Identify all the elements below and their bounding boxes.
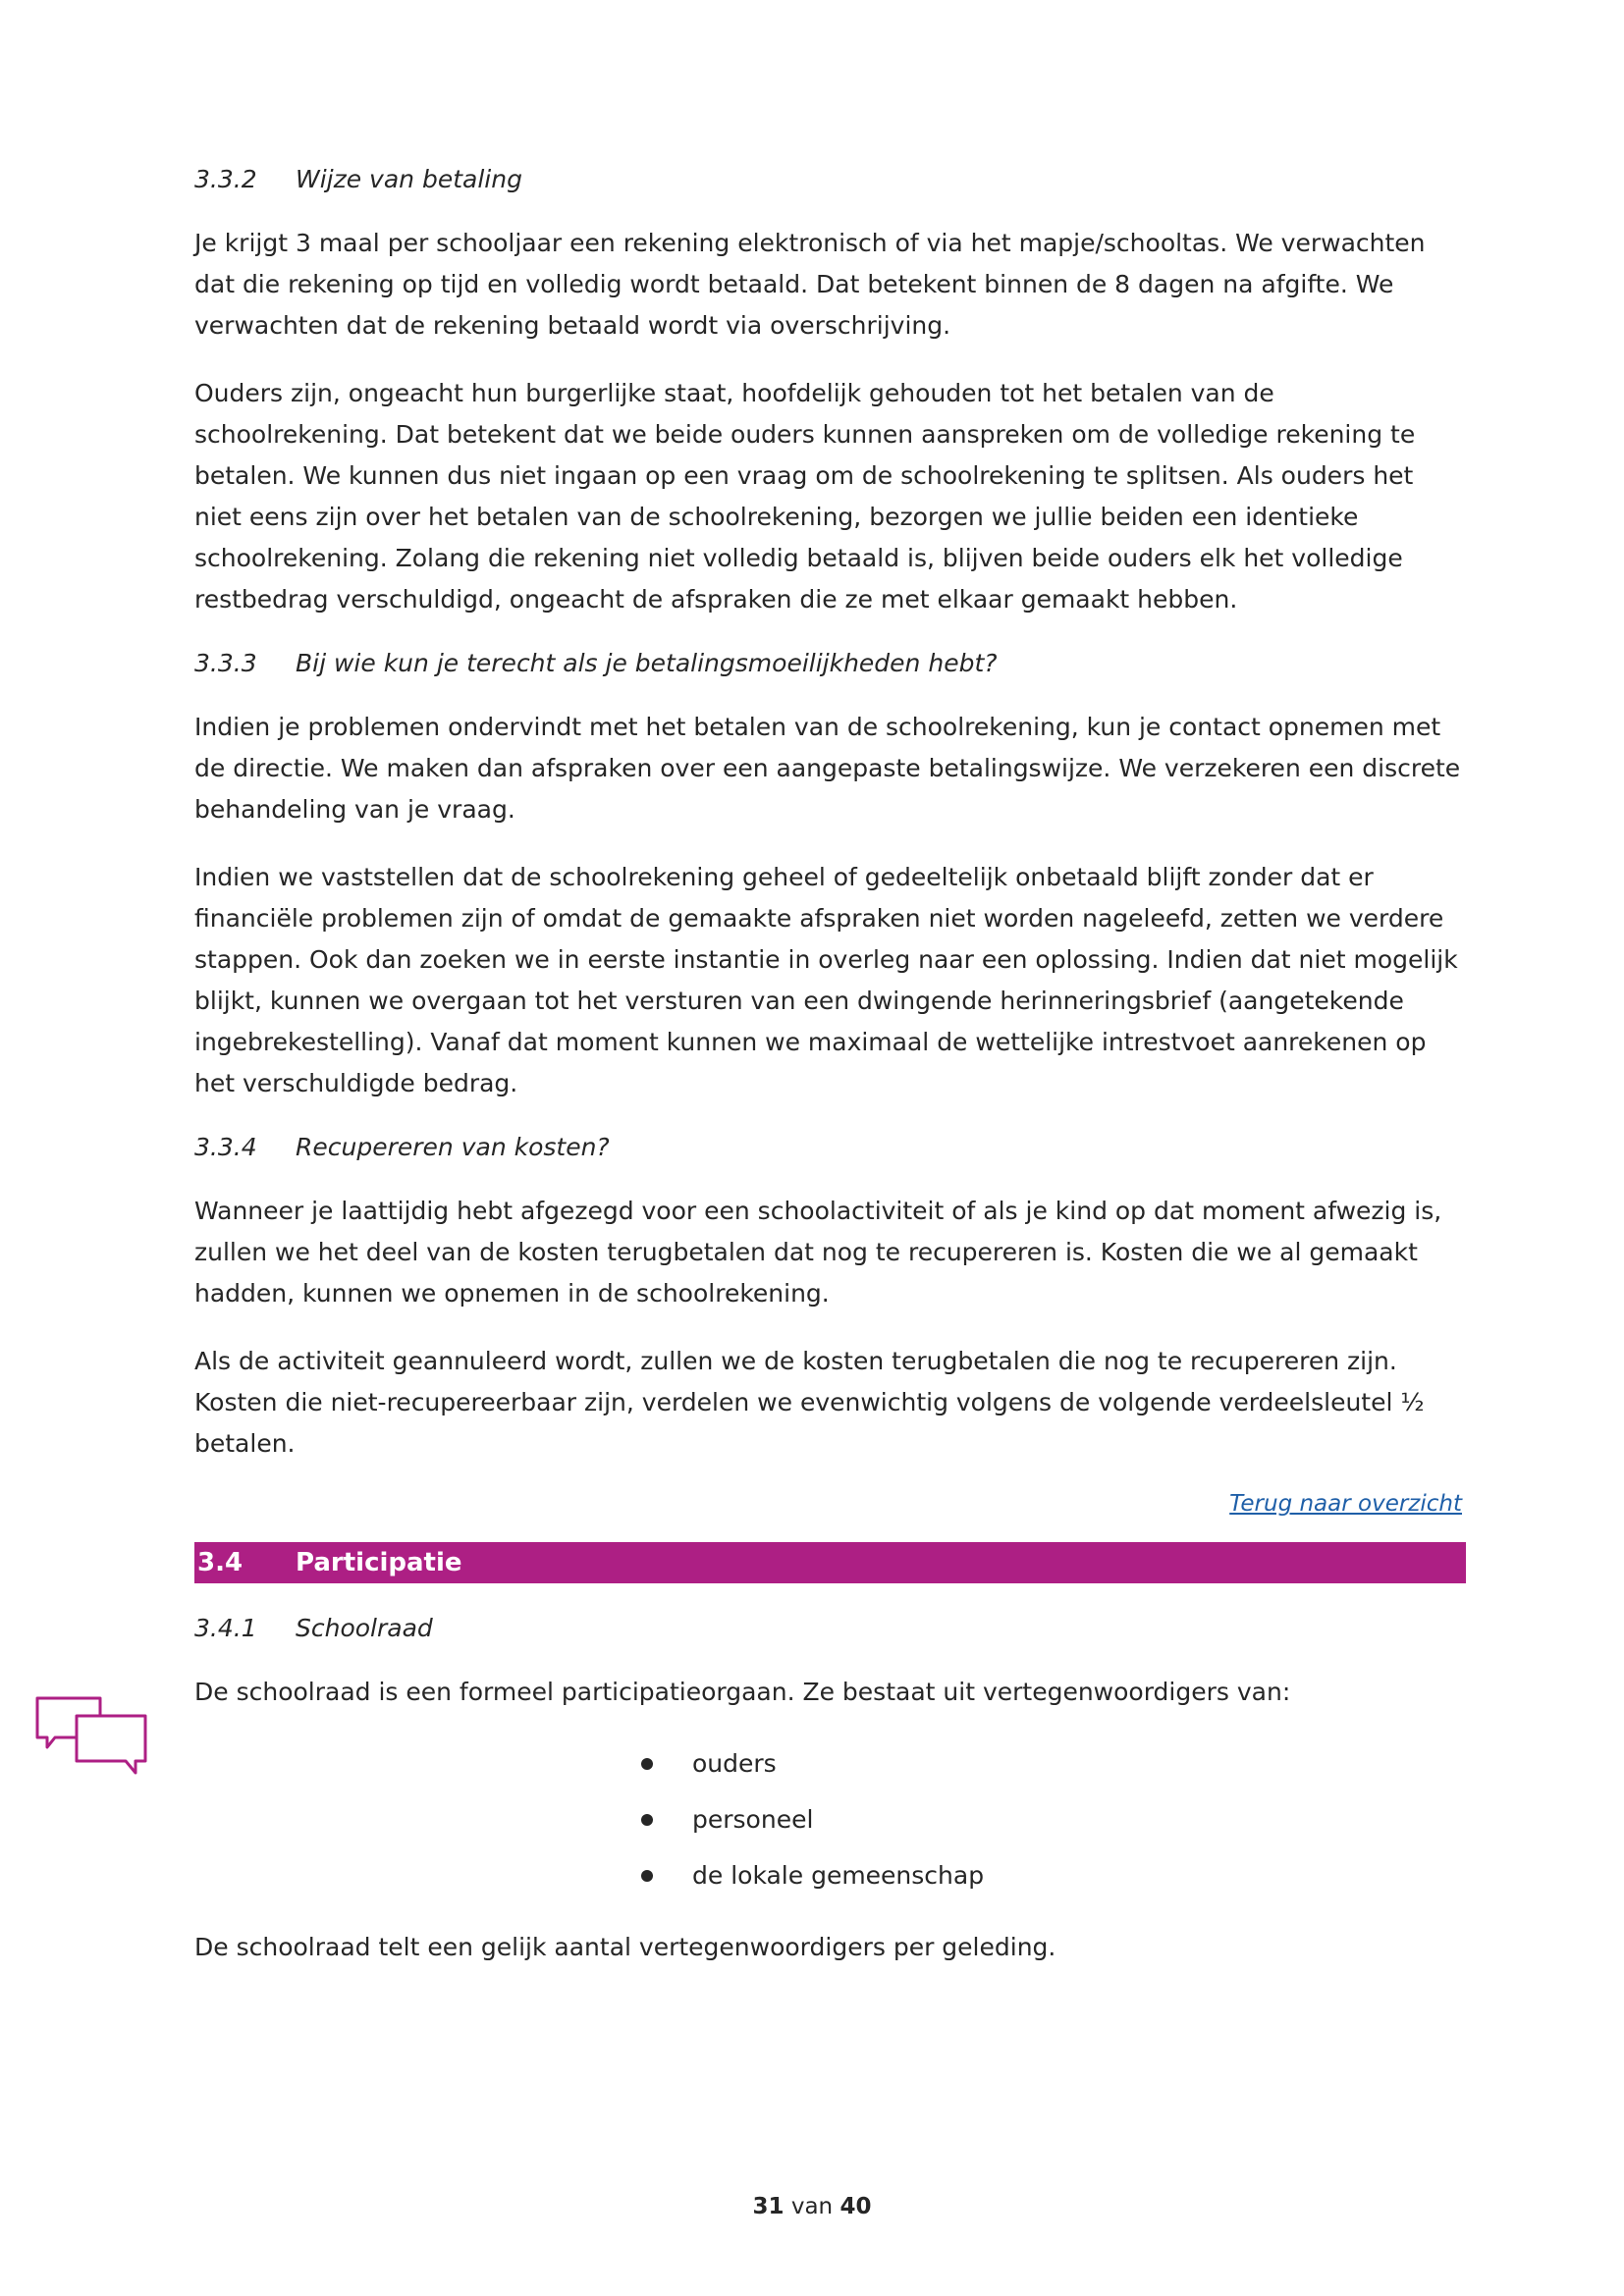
subsection-title: Recupereren van kosten?	[296, 1133, 610, 1161]
paragraph: Indien je problemen ondervindt met het betalen van de schoolrekening, kun je contact opnemen met de directie. We maken dan afspraken over een aangepaste betalingswijze. We verzekeren een discrete behandeling van je vraag.	[194, 713, 1461, 824]
bullet-icon	[641, 1814, 653, 1826]
bullet-icon	[641, 1870, 653, 1882]
back-link-row	[194, 1491, 1466, 1517]
section-heading-3-4	[194, 1542, 1466, 1583]
page-footer	[0, 2194, 1624, 2219]
list-item	[641, 1847, 1466, 1903]
page-of-label: van	[790, 2194, 834, 2219]
subsection-number: 3.3.4	[194, 1133, 257, 1161]
paragraph: De schoolraad telt een gelijk aantal vertegenwoordigers per geleding.	[194, 1933, 1056, 1961]
paragraph: De schoolraad is een formeel participatieorgaan. Ze bestaat uit vertegenwoordigers van:	[194, 1678, 1291, 1706]
page-number: 31	[752, 2194, 785, 2219]
subsection-heading-3-3-3	[194, 647, 1466, 680]
subsection-heading-3-3-2	[194, 163, 1466, 196]
paragraph: Indien we vaststellen dat de schoolrekening geheel of gedeeltelijk onbetaald blijft zonder dat er financiële problemen zijn of omdat de gemaakte afspraken niet worden nageleefd, zetten we verdere stappen. Ook dan zoeken we in eerste instantie in overleg naar een oplossing. Indien dat niet mogelijk blijkt, kunnen we overgaan tot het versturen van een dwingende herinneringsbrief (aangetekende ingebrekestelling). Vanaf dat moment kunnen we maximaal de wettelijke intrestvoet aanrekenen op het verschuldigde bedrag.	[194, 863, 1458, 1097]
paragraph: Wanneer je laattijdig hebt afgezegd voor een schoolactiviteit of als je kind op dat moment afwezig is, zullen we het deel van de kosten terugbetalen dat nog te recupereren is. Kosten die we al gemaakt hadden, kunnen we opnemen in de schoolrekening.	[194, 1197, 1442, 1308]
subsection-number: 3.3.2	[194, 165, 257, 193]
list-item	[641, 1735, 1466, 1791]
subsection-title: Wijze van betaling	[296, 165, 522, 193]
list-item-text: ouders	[692, 1749, 777, 1778]
paragraph: Ouders zijn, ongeacht hun burgerlijke staat, hoofdelijk gehouden tot het betalen van de schoolrekening. Dat betekent dat we beide ouders kunnen aanspreken om de volledige rekening te betalen. We kunnen dus niet ingaan op een vraag om de schoolrekening te splitsen. Als ouders het niet eens zijn over het betalen van de schoolrekening, bezorgen we jullie beiden een identieke schoolrekening. Zolang die rekening niet volledig betaald is, blijven beide ouders elk het volledige restbedrag verschuldigd, ongeacht de afspraken die ze met elkaar gemaakt hebben.	[194, 379, 1416, 614]
bullet-list	[194, 1735, 1466, 1903]
section-number: 3.4	[197, 1548, 244, 1577]
document-page	[194, 163, 1466, 1995]
subsection-number: 3.3.3	[194, 649, 257, 677]
section-title: Participatie	[296, 1548, 462, 1577]
subsection-number: 3.4.1	[194, 1614, 257, 1642]
page-total: 40	[839, 2194, 872, 2219]
subsection-title: Bij wie kun je terecht als je betalingsmoeilijkheden hebt?	[296, 649, 998, 677]
list-item-text: personeel	[692, 1805, 814, 1834]
list-item	[641, 1791, 1466, 1847]
list-item-text: de lokale gemeenschap	[692, 1861, 985, 1890]
chat-bubbles-icon	[33, 1696, 151, 1775]
paragraph: Je krijgt 3 maal per schooljaar een rekening elektronisch of via het mapje/schooltas. We verwachten dat die rekening op tijd en volledig wordt betaald. Dat betekent binnen de 8 dagen na afgifte. We verwachten dat de rekening betaald wordt via overschrijving.	[194, 229, 1426, 340]
subsection-title: Schoolraad	[296, 1614, 433, 1642]
subsection-heading-3-4-1	[194, 1612, 1466, 1645]
paragraph: Als de activiteit geannuleerd wordt, zullen we de kosten terugbetalen die nog te recupereren zijn. Kosten die niet-recupereerbaar zijn, verdelen we evenwichtig volgens de volgende verdeelsleutel ½ betalen.	[194, 1347, 1425, 1458]
subsection-heading-3-3-4	[194, 1131, 1466, 1164]
bullet-icon	[641, 1758, 653, 1770]
back-to-overview-link[interactable]: Terug naar overzicht	[1229, 1491, 1462, 1517]
